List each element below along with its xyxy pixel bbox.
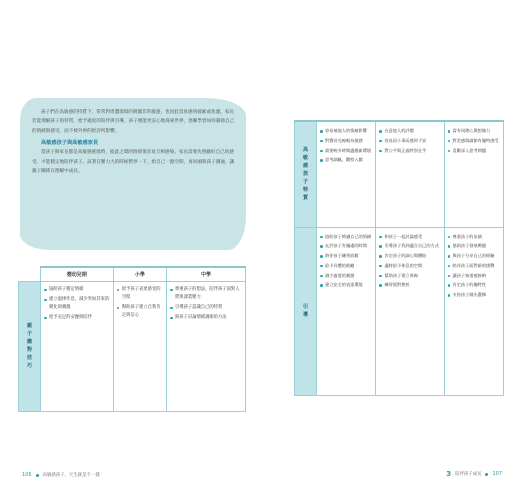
list-item: 幫助孩子建立自我肯定與信心 [117, 304, 163, 320]
list-item: 支持孩子做出選擇 [448, 291, 500, 299]
list-item: 讓孩子知道被接納 [448, 272, 500, 280]
list-item: 給予孩子表達感受的空間 [117, 286, 163, 302]
list-item: 引導孩子找到適合自己的方式 [379, 242, 440, 250]
note-paragraph-2: 當孩子與家長都是高敏感族群時，彼此之間的情緒很容易互相感染。家長需要先照顧好自己的感受，才能穩定地陪伴孩子。試著在壓力大的時候暫停一下，給自己一點空間，再回頭與孩子溝通，讓親子關係在理解中成長。 [32, 150, 235, 175]
cell-infant [41, 281, 114, 411]
cell-traits-3 [444, 121, 503, 227]
right-footer [446, 470, 502, 478]
cell-elementary [113, 281, 166, 411]
list-item: 陪伴孩子面對新的挑戰 [448, 262, 500, 270]
dot-icon [485, 473, 488, 476]
note-paragraph-1: 孩子們在高敏感的特質下，常常對周遭環境的刺激非常敏感，也因此容易感到疲累或焦慮。家長若能理解孩子的特質，給予適度的陪伴與引導，孩子便能更安心地探索世界，逐漸學習如何調節自己的情緒與感受，而不被外界的批評所影響。 [32, 110, 235, 134]
list-item: 與孩子討論情緒調節的方法 [170, 314, 242, 322]
list-item: 容易因小事而感到不安 [379, 137, 440, 145]
list-item: 和孩子一起討論感受 [379, 233, 440, 241]
dot-icon [36, 474, 39, 477]
cell-guidance-1 [317, 227, 376, 395]
list-item: 幫助孩子建立界線 [379, 272, 440, 280]
page-number: 107 [492, 471, 502, 477]
list-item: 建立規律作息，減少突如其來的變化與刺激 [44, 296, 110, 312]
chapter-number: 3 [446, 470, 452, 478]
list-item: 陪伴孩子練習放鬆 [320, 252, 372, 260]
right-table [294, 120, 504, 396]
left-table [18, 266, 246, 412]
list-item: 引導孩子認識自己的特質 [170, 304, 242, 312]
list-item: 思考細膩，觀察入微 [320, 156, 372, 164]
list-item: 富有同理心與想像力 [448, 127, 500, 135]
list-item: 練習面對挫折 [379, 281, 440, 289]
table-corner [19, 267, 41, 281]
cell-traits-2 [376, 121, 444, 227]
note-subtitle: 高敏感孩子與高敏感家長 [41, 140, 99, 147]
col-header-infant: 嬰幼兒期 [41, 267, 114, 281]
list-item: 允許孩子有獨處的時間 [320, 242, 372, 250]
cell-traits-1 [317, 121, 376, 227]
list-item: 協助孩子發展興趣 [448, 242, 500, 250]
list-item: 容易被他人的情緒影響 [320, 127, 372, 135]
list-item: 給予具體的鼓勵 [320, 262, 372, 270]
list-item: 協助孩子辨識自己的情緒 [320, 233, 372, 241]
list-item: 尊重孩子的步調 [448, 233, 500, 241]
list-item: 建立安全的表達環境 [320, 281, 372, 289]
note-box [20, 98, 246, 250]
list-item: 尊重孩子的想法，陪伴孩子面對人際與課業壓力 [170, 286, 242, 302]
list-item: 在意他人的評價 [379, 127, 440, 135]
list-item: 對公平與正義特別在乎 [379, 147, 440, 155]
list-item: 對美感與細節有獨特感受 [448, 137, 500, 145]
list-item: 對聲音光線較為敏感 [320, 137, 372, 145]
book-title: 高敏感孩子，天生就是不一樣 [42, 473, 100, 478]
row-header-traits: 高 敏 感 孩 子 特 質 [295, 121, 317, 227]
row-header-guidance: 引 導 [295, 227, 317, 395]
list-item: 給予充足的安撫與陪伴 [44, 314, 110, 322]
list-item: 需要較多時間適應新環境 [320, 147, 372, 155]
list-item: 適時給予休息的空間 [379, 262, 440, 270]
list-item: 喜歡深入思考問題 [448, 147, 500, 155]
page-number: 106 [22, 472, 32, 478]
chapter-title: 陪伴孩子成長 [455, 472, 482, 477]
list-item: 與孩子分享自己的經驗 [448, 252, 500, 260]
list-item: 肯定孩子的獨特性 [448, 281, 500, 289]
cell-guidance-2 [376, 227, 444, 395]
list-item: 減少過度的刺激 [320, 272, 372, 280]
right-page [260, 0, 520, 500]
cell-guidance-3 [444, 227, 503, 395]
col-header-middle: 中學 [167, 267, 246, 281]
left-footer [22, 472, 100, 478]
row-header-parenting: 親 子 應 對 技 巧 [19, 281, 41, 411]
list-item: 肯定孩子的細心與體貼 [379, 252, 440, 260]
cell-middle [167, 281, 246, 411]
col-header-elementary: 小學 [113, 267, 166, 281]
list-item: 協助孩子穩定情緒 [44, 286, 110, 294]
